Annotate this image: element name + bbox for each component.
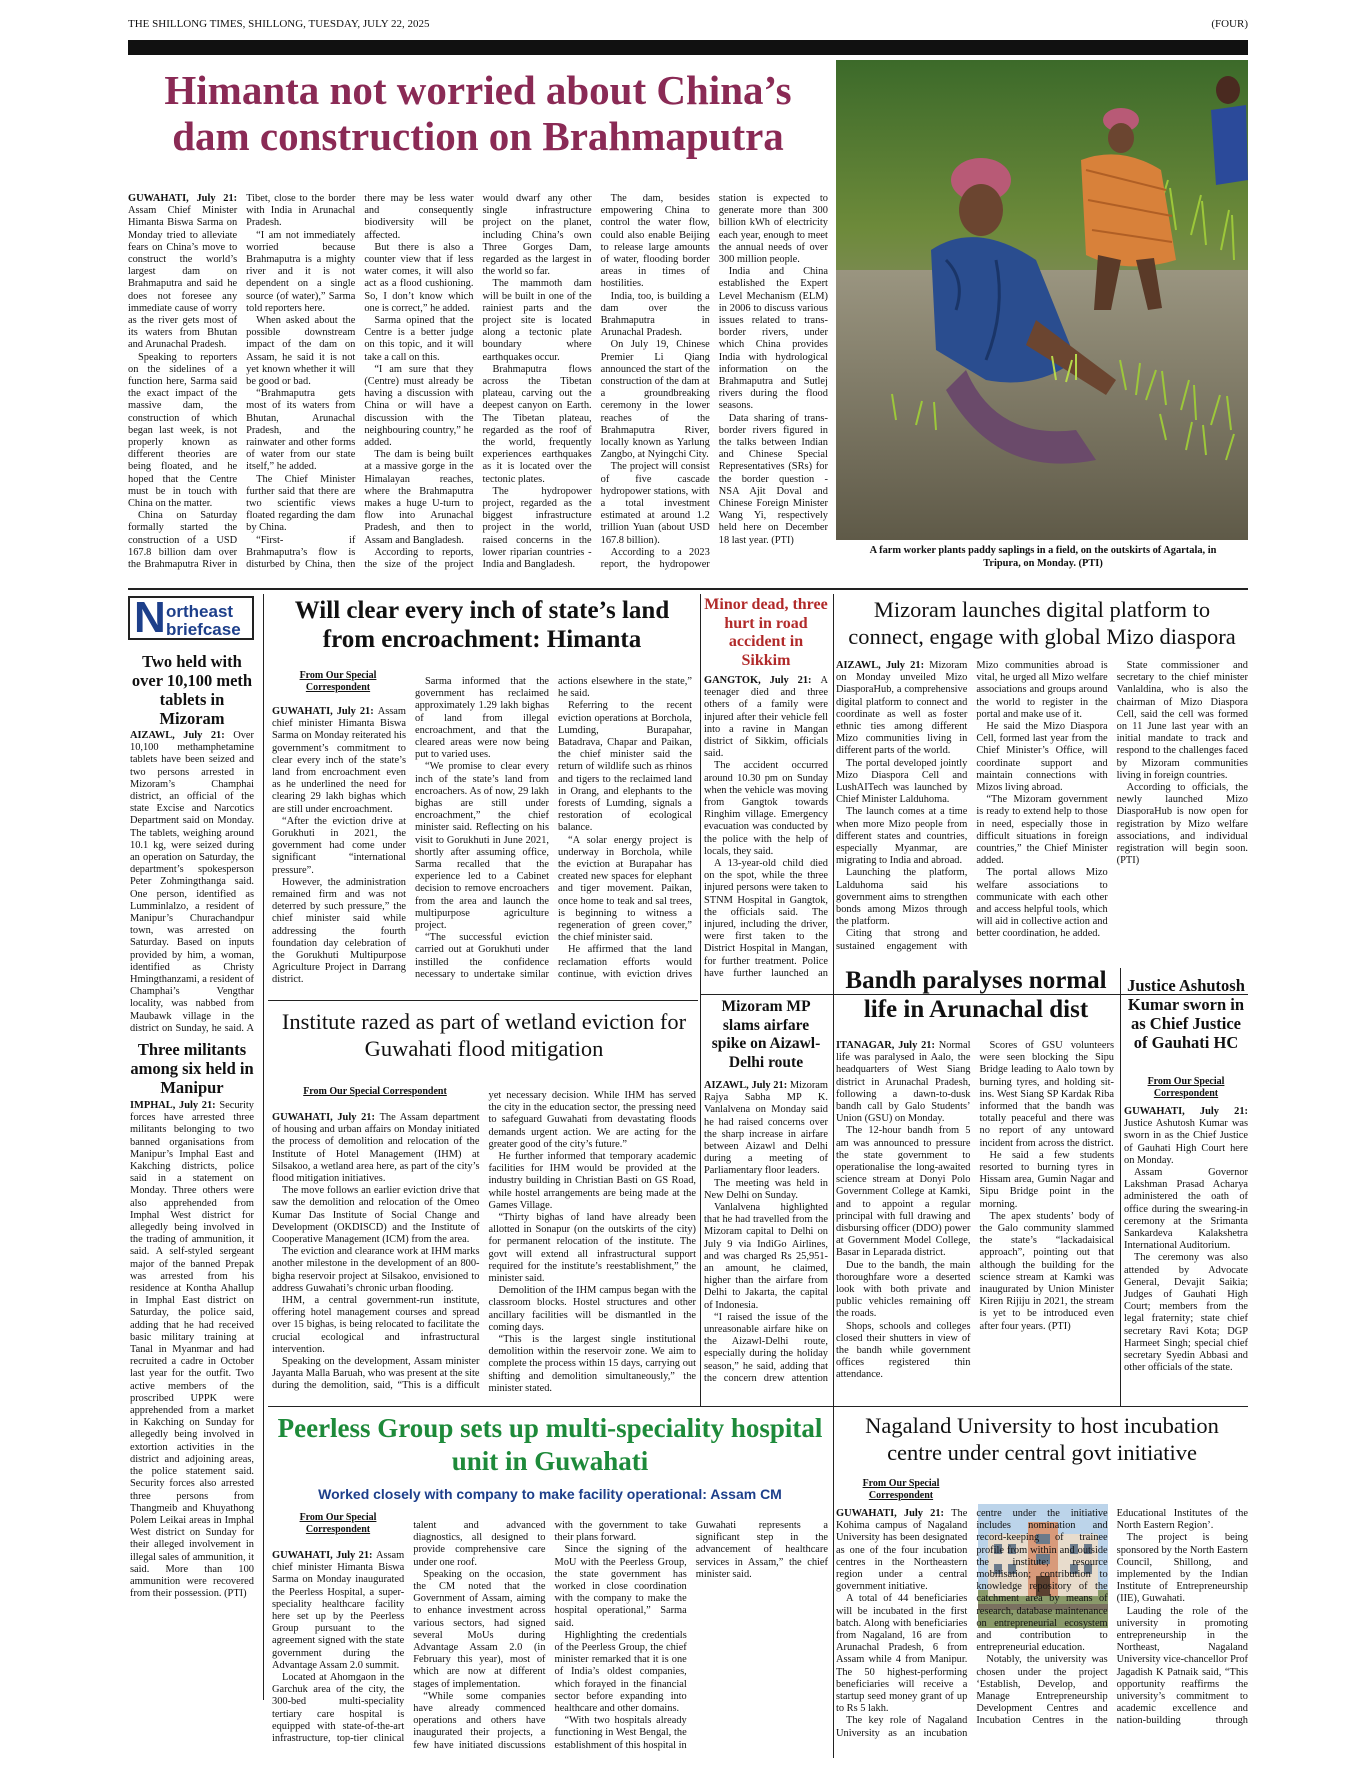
byline-spacer (272, 1520, 404, 1550)
byline-line2: Correspondent (868, 1490, 934, 1501)
meth-body (130, 730, 254, 1038)
divider (268, 1406, 834, 1407)
lead-photo (836, 60, 1248, 540)
article-paragraph: The project will consist of five cascade hydropower stations, with a total investment estimated at around 1.2 trillion Yuan (about USD 167.8 billion). (600, 461, 710, 546)
article-paragraph: AIZAWL, July 21: Mizoram on Monday unveiled Mizo DiasporaHub, a comprehensive digital platform to connect and coordinate as well as foster ethnic ties among different Mizo communities living in different parts of the world. (836, 660, 968, 757)
dateline: AIZAWL, July 21: (836, 660, 930, 671)
article-paragraph: “The successful eviction carried out at Gorukhuti under instilled the confidence necessary to undertake similar actions elsewhere in the state,” he said. (415, 676, 692, 980)
byline-line1: From Our Special (299, 1512, 377, 1523)
byline-line1: From Our Special (862, 1478, 940, 1489)
article-paragraph: “I am not immediately worried because Brahmaputra is a mighty river and it is not dependent on a single source (of water),” Sarma told reporters here. (246, 229, 356, 314)
paddy-field-photo (836, 60, 1248, 540)
article-paragraph: According to officials, the newly launched Mizo DiasporaHub is now open for registration by Mizo welfare associations, and individual registration will begin soon. (PTI) (1116, 782, 1248, 867)
article-paragraph: The portal allows Mizo welfare associations to communicate with each other and access helpful tools, which will aid in collective action and better coordination, he added. (976, 867, 1108, 940)
peerless-body (272, 1520, 828, 1752)
manipur-body (130, 1100, 254, 1692)
dateline: AIZAWL, July 21: (130, 730, 234, 741)
article-paragraph: GUWAHATI, July 21: The Assam department of housing and urban affairs on Monday initiated the process of demolition and relocation of the Institute of Hotel Management (IHM) at Silsakoo, a wetland area here, as part of the city’s flood mitigation initiatives. (272, 1112, 480, 1185)
mizoram-headline: Mizoram launches digital platform to connect, engage with global Mizo diaspora (848, 597, 1236, 649)
divider (1120, 968, 1121, 1406)
article-paragraph: “First- if Brahmaputra’s flow is disturbed by China, then there may be less water and consequently biodiversity will be affected. (246, 193, 474, 571)
article-paragraph: Data sharing of trans-border rivers figured in the talks between Indian and Chinese Special Representatives (SRs) for the border question - NSA Ajit Doval and Chinese Foreign Minister Wang Yi, respectively held here on December 18 last year. (PTI) (718, 412, 828, 546)
dateline: GUWAHATI, July 21: (836, 1508, 952, 1519)
article-paragraph: Brahmaputra flows across the Tibetan plateau, carving out the deepest canyon on Earth. The Tibetan plateau, regarded as the roof of the world, frequently experiences earthquakes as it is located over the tectonic plates. (482, 363, 592, 485)
article-paragraph: Sarma informed that the government has reclaimed approximately 1.29 lakh bighas of land from illegal encroachment, and that the cleared areas were now being put to varied uses. (415, 676, 549, 761)
nagaland-byline (836, 1478, 966, 1502)
article-paragraph: He affirmed that the land reclamation efforts would continue, with eviction drives (558, 944, 692, 980)
article-paragraph: “I am sure that they (Centre) must already be having a discussion with China or will have a discussion with the neighbouring country,” he added. (364, 363, 474, 449)
article-paragraph: Highlighting the credentials of the Peerless Group, the chief minister remarked that it is one of India’s oldest companies, which forayed in the financial sector before expanding into healthcare and other domains. (554, 1629, 687, 1715)
divider (833, 594, 834, 994)
article-paragraph: The eviction and clearance work at IHM marks another milestone in the development of an 800-bigha reservoir project at Silsakoo, envisioned to address Guwahati’s chronic urban flooding. (272, 1246, 480, 1294)
article-paragraph: Due to the bandh, the main thoroughfare wore a deserted look with both private and public vehicles remaining off the roads. (836, 1259, 971, 1320)
bandh-body (836, 1040, 1114, 1402)
article-paragraph: Notably, the university was chosen under the project ‘Establish, Develop, and Manage Entrepreneurship Development Centres and Incubation Centres in the Educational Institutes of the North Eastern Region’. (976, 1508, 1248, 1727)
article-paragraph: He further informed that temporary academic facilities for IHM would be provided at the industry building in Christian Basti on GS Road, while hostel arrangements are being made at the Games Village. (488, 1151, 696, 1211)
article-paragraph: ITANAGAR, July 21: Normal life was paralysed in Aalo, the headquarters of West Siang district in Arunachal Pradesh, following a dawn-to-dusk bandh call by Galo Students’ Union (GSU) on Monday. (836, 1040, 971, 1125)
byline-spacer (272, 676, 406, 706)
lead-photo-caption: A farm worker plants paddy saplings in a field, on the outskirts of Agartala, in Tripura, on Monday. (PTI) (869, 545, 1217, 569)
article-paragraph: GUWAHATI, July 21: The Kohima campus of Nagaland University has been designated as one of the four incubation centres in the Northeastern region under a central government initiative. (836, 1508, 968, 1593)
sikkim-body (704, 675, 828, 993)
article-paragraph: Lauding the role of the university in promoting entrepreneurship in the Northeast, Nagaland University vice-chancellor Prof Jagadish K Patnaik said, “This opportunity reaffirms the university’s commitment to academic excellence and nation-building through (1116, 1605, 1248, 1727)
article-paragraph: Since the signing of the MoU with the Peerless Group, the state government has worked in close coordination with the company to make the hospital operational,” Sarma said. (554, 1544, 687, 1629)
article-paragraph: AIZAWL, July 21: Over 10,100 methamphetamine tablets have been seized and two persons arrested in Mizoram’s Champhai district, an official of the state Excise and Narcotics Department said on Monday. The tablets, weighing around 10.1 kg, were seized during an operation on Saturday, the department’s spokesperson Peter Zohmingthanga said. One person, identified as Lumminlalzo, a resident of Manipur’s Churachandpur town, was arrested on Saturday. Based on inputs provided by him, a woman, identified as Christy Hmingthanzami, a resident of Champhai’s Vengthar locality, was nabbed from Maubawk village in the district on Sunday, he said. A (130, 730, 254, 1034)
article-paragraph: Speaking on the occasion, the CM noted that the Government of Assam, aiming to enhance investment across various sectors, had signed several MoUs during Advantage Assam 2.0 (in February this year), most of which are now at different stages of implementation. (413, 1568, 546, 1690)
article-paragraph: The dam, besides empowering China to control the water flow, could also enable Beijing to release large amounts of water, flooding border areas in times of hostilities. (600, 193, 710, 290)
divider (700, 994, 701, 1406)
peerless-headline: Peerless Group sets up multi-speciality hospital unit in Guwahati (277, 1413, 823, 1476)
encroach-headline: Will clear every inch of state’s land from encroachment: Himanta (294, 597, 670, 653)
article-paragraph: The portal developed jointly Mizo Diaspora Cell and LushAITech was launched by Chief Minister Lalduhoma. (836, 757, 968, 806)
article-paragraph: A total of 44 beneficiaries will be incubated in the first batch. Along with beneficiaries from Nagaland, 16 are from Arunachal Pradesh, 6 from Assam while 4 from Manipur. The 50 highest-performing beneficiaries will receive a startup seed money grant of up to Rs 5 lakh. (836, 1593, 968, 1715)
article-paragraph: Located at Ahomgaon in the Garchuk area of the city, the 300-bed multi-speciality tertiary care hospital is equipped with state-of-the-art infrastructure, top-tier clinical talent and advanced diagnostics, all designed to provide comprehensive care under one roof. (272, 1520, 546, 1745)
dateline: GUWAHATI, July 21: (272, 1112, 380, 1123)
article-paragraph: The key role of Nagaland University as an incubation centre under the initiative includes nomination and record-keeping of trainee profile from within and outside the institute; resource mobilisation; contribution to knowledge repository of the catchment area by means of research, database maintenance on entrepreneurial ecosystem and contribution to entrepreneurial education. (836, 1508, 1108, 1739)
briefcase-logo-line1: ortheast (166, 602, 234, 621)
article-paragraph: The accident occurred around 10.30 pm on Sunday when the vehicle was moving from Gangtok towards Ringhim village. Emergency evacuation was conducted by the police with the help of locals, they said. (704, 760, 828, 857)
article-paragraph: The mammoth dam will be built in one of the rainiest parts and the project site is located along a tectonic plate boundary where earthquakes occur. (482, 278, 592, 363)
lead-headline: Himanta not worried about China’s dam construction on Brahmaputra (164, 67, 792, 159)
article-paragraph: He said a few students resorted to burning tyres in Hissam area, Gumin Nagar and Sipu Bridge point in the morning. (979, 1149, 1114, 1210)
article-paragraph: Assam Governor Lakshman Prasad Acharya administered the oath of office during the swearing-in ceremony at the Srimanta Sankardeva Kalakshetra International Auditorium. (1124, 1167, 1248, 1252)
byline-line1: From Our Special (1147, 1076, 1225, 1087)
article-paragraph: The 12-hour bandh from 5 am was announced to pressure the state government to operationalise the long-awaited science stream at Donyi Polo Government College at Kamki, and to appoint a regular principal with full drawing and disbursing officer (DDO) power at Government Model College, Basar in Leparada district. (836, 1125, 971, 1259)
divider (268, 1000, 698, 1001)
wetland-headline: Institute razed as part of wetland eviction for Guwahati flood mitigation (281, 1009, 687, 1061)
article-paragraph: “With two hospitals already functioning in West Bengal, the establishment of this hospital in Guwahati represents a significant step in the advancement of healthcare services in Assam,” the chief minister said. (554, 1520, 828, 1751)
article-paragraph: GUWAHATI, July 21: Assam chief minister Himanta Biswa Sarma on Monday reiterated his government’s commitment to clear every inch of the state’s land from encroachment even as he underlined the need for clearing 29 lakh bighas which are still under encroachment. (272, 706, 406, 815)
divider (833, 1406, 834, 1758)
article-paragraph: On July 19, Chinese Premier Li Qiang announced the start of the construction of the dam at a groundbreaking ceremony in the lower reaches of the Brahmaputra River, locally known as Yarlung Zangbo, at Nyingchi City. (600, 339, 710, 461)
byline-line2: Correspondent (305, 1524, 371, 1535)
justice-body (1124, 1106, 1248, 1402)
article-paragraph: “This is the largest single institutional demolition within the reservoir zone. We aim to complete the process within 15 days, carrying out shifting and demolition simultaneously,” the minister stated. (488, 1334, 696, 1394)
article-paragraph: “I raised the issue of the unreasonable airfare hike on the Aizawl-Delhi route, especially during the holiday season,” he said, adding that the concern drew attention (704, 1311, 828, 1384)
divider (833, 994, 834, 1406)
article-paragraph: Scores of GSU volunteers were seen blocking the Sipu Bridge leading to Aalo town by burning tyres, and holding sit-ins. West Siang SP Kardak Riba informed that the bandh was totally peaceful and there was no report of any untoward incident from across the district. (979, 1040, 1114, 1149)
article-paragraph: India, too, is building a dam over the Brahmaputra in Arunachal Pradesh. (600, 290, 710, 339)
wetland-byline: From Our Special Correspondent (303, 1086, 447, 1097)
masthead-bar (128, 40, 1248, 55)
divider (263, 594, 264, 1700)
article-paragraph: However, the administration remained firm and was not deterred by such pressure,” the chief minister said while addressing the fourth foundation day celebration of the Gorukhuti Multipurpose Agriculture Project in Darrang district. (272, 876, 406, 986)
article-paragraph: When asked about the possible downstream impact of the dam on Assam, he said it is not yet known whether it will be good or bad. (246, 315, 356, 388)
article-paragraph: Shops, schools and colleges closed their shutters in view of the bandh while government offices registered thin attendance. (836, 1320, 971, 1381)
article-paragraph: GANGTOK, July 21: A teenager died and three others of a family were injured after their vehicle fell into a ravine in Mangan district of Sikkim, officials said. (704, 675, 828, 760)
dateline: AIZAWL, July 21: (704, 1080, 790, 1091)
manipur-headline: Three militants among six held in Manipur (130, 1040, 254, 1097)
article-paragraph: Demolition of the IHM campus began with the classroom blocks. Hostel structures and other ancillary facilities will be dismantled in the coming days. (488, 1285, 696, 1333)
bandh-headline: Bandh paralyses normal life in Arunachal dist (845, 967, 1107, 1023)
article-paragraph: “We promise to clear every inch of the state’s land from encroachers. As of now, 29 lakh bighas are still under encroachment,” the chief minister said. Reflecting on his visit to Gorukhuti in June 2021, shortly after assuming office, Sarma recalled that the experience led to a Cabinet decision to remove encroachers from the area and launch the multipurpose agriculture project. (415, 761, 549, 932)
briefcase-logo-letter: N (134, 593, 166, 642)
sikkim-headline: Minor dead, three hurt in road accident in Sikkim (704, 596, 828, 669)
article-paragraph: Sarma opined that the Centre is a better judge on this topic, and it will take a call on this. (364, 315, 474, 363)
article-paragraph: GUWAHATI, July 21: Assam chief minister Himanta Biswa Sarma on Monday inaugurated the Peerless Hospital, a super-speciality healthcare facility here set up by the Peerless Group pursuant to the agreement signed with the state government during the Advantage Assam 2.0 summit. (272, 1550, 405, 1671)
page-number: (FOUR) (1211, 18, 1248, 30)
article-paragraph: The ceremony was also attended by Advocate General, Devajit Saikia; Judges of Gauhati High Court; members from the legal fraternity; state chief secretary Ravi Kota; DGP Harmeet Singh; special chief secretary Syedin Abbasi and other officials of the state. (1124, 1252, 1248, 1374)
article-paragraph: The hydropower project, regarded as the biggest infrastructure project in the world, raised concerns in the lower riparian countries - India and Bangladesh. (482, 485, 592, 571)
article-paragraph: The meeting was held in New Delhi on Sunday. (704, 1177, 828, 1201)
article-paragraph: Vanlalvena highlighted that he had travelled from the Mizoram capital to Delhi on July 9 via IndiGo Airlines, and was charged Rs 25,951- an amount, he claimed, higher than the airfare from Delhi to Jakarta, the capital of Indonesia. (704, 1202, 828, 1311)
article-paragraph: The dam is being built at a massive gorge in the Himalayan reaches, where the Brahmaputra makes a huge U-turn to flow into Arunachal Pradesh, and then to Assam and Bangladesh. (364, 449, 474, 546)
article-paragraph: “A solar energy project is underway in Borchola, while the eviction at Burapahar has created new spaces for elephant and tiger movement. Paikan, once home to teak and sal trees, is beginning to witness a regeneration of green cover,” the chief minister said. (558, 834, 692, 944)
article-paragraph: “Thirty bighas of land have already been allotted in Sonapur (on the outskirts of the city) for permanent relocation of the institute. The govt will extend all infrastructural support required for the institute’s reestablishment,” the minister said. (488, 1212, 696, 1285)
nagaland-body (836, 1508, 1248, 1752)
mizoram-body (836, 660, 1248, 960)
masthead-date: THE SHILLONG TIMES, SHILLONG, TUESDAY, JULY 22, 2025 (128, 18, 430, 30)
article-paragraph: According to reports, the size of the project would dwarf any other single infrastructure project on the planet, including China’s own Three Gorges Dam, regarded as the largest in the world so far. (364, 193, 592, 571)
article-paragraph: The launch comes at a time when more Mizo people from different states and countries, especially Myanmar, are migrating to India and abroad. (836, 806, 968, 867)
article-paragraph: A 13-year-old child died on the spot, while the three injured persons were taken to STNM Hospital in Gangtok, the officials said. The injured, including the driver, were first taken to the District Hospital in Mangan, for further treatment. Police have further launched an (704, 858, 828, 979)
article-paragraph: The project is being sponsored by the North Eastern Council, Shillong, and implemented by the Indian Institute of Entrepreneurship (IIE), Guwahati. (1116, 1532, 1248, 1605)
article-paragraph: GUWAHATI, July 21: Justice Ashutosh Kumar was sworn in as the Chief Justice of Gauhati High Court here on Monday. (1124, 1106, 1248, 1166)
divider (834, 1406, 1248, 1407)
article-paragraph: Speaking to reporters on the sidelines of a function here, Sarma said the exact impact of the massive dam, the construction of which began last week, is not properly known as different theories are being floated, and he hoped that the Centre must be in touch with China on the matter. (128, 351, 238, 510)
article-paragraph: “Brahmaputra gets most of its waters from Bhutan, Arunachal Pradesh, and the rainwater and other forms of water from our state itself,” he added. (246, 388, 356, 473)
justice-byline (1124, 1076, 1248, 1100)
airfare-headline: Mizoram MP slams airfare spike on Aizawl-Delhi route (711, 998, 821, 1071)
dateline: GANGTOK, July 21: (704, 675, 821, 686)
article-paragraph: Referring to the recent eviction operations at Borchola, Lumding, Burapahar, Batadrava, Chapar and Paikan, the chief minister said the return of wildlife such as rhinos and tigers to the reclaimed land in Orang, and elephants to the forests of Lumding, signals a restoration of ecological balance. (558, 700, 692, 834)
byline-spacer (272, 1090, 480, 1112)
briefcase-logo (128, 593, 254, 642)
article-paragraph: He said the Mizo Diaspora Cell, formed last year from the Chief Minister’s Office, will coordinate support and maintain connections with Mizos living abroad. (976, 721, 1108, 794)
dateline: GUWAHATI, July 21: (272, 706, 378, 717)
briefcase-logo-line2: briefcase (166, 620, 241, 639)
article-paragraph: State commissioner and secretary to the chief minister Vanlaldina, who is also the chairman of Mizo Diaspora Cell, said the cell was formed on 11 June last year with an initial mandate to track and respond to the challenges faced by Mizoram communities living in foreign countries. (1116, 660, 1248, 781)
article-paragraph: According to a 2023 report, the hydropower station is expected to generate more than 300 billion kWh of electricity each year, enough to meet the annual needs of over 300 million people. (600, 193, 828, 571)
article-paragraph: IMPHAL, July 21: Security forces have arrested three militants belonging to two banned organisations from Manipur’s Imphal East and Kakching districts, police said in a statement on Monday. Three others were also apprehended from Imphal West district for allegedly being involved in the trading of ammunition, it said. A self-styled sergeant major of the banned Prepak was arrested from his residence at Kontha Ahallup in Imphal East district on Saturday, the police said, adding that he had received basic military training at Tanal in Myanmar and had recruited a cadre in October last year for the outfit. Two active members of the proscribed UPPK were apprehended from a market in Kakching on Sunday for allegedly being involved in extortion activities in the district and adjoining areas, the police statement said. Security forces also arrested three persons from Thangmeib and Khuyathong Polem Leikai areas in Imphal West district on Sunday for their alleged involvement in illegal sales of ammunition, it said. More than 100 ammunition were recovered from their possession. (PTI) (130, 1100, 254, 1600)
encroach-body (272, 676, 692, 994)
dateline: GUWAHATI, July 21: (1124, 1106, 1248, 1117)
peerless-subhead: Worked closely with company to make facility operational: Assam CM (318, 1486, 782, 1502)
dateline: GUWAHATI, July 21: (272, 1550, 376, 1561)
article-paragraph: Speaking on the development, Assam minister Jayanta Malla Baruah, who was present at the site during the demolition, said, “This is a difficult yet necessary decision. While IHM has served the city in the education sector, the pressing need to safeguard Guwahati from devastating floods demands urgent action. We are acting for the greater good of the city’s future.” (272, 1090, 696, 1392)
nagaland-headline: Nagaland University to host incubation centre under central govt initiative (865, 1413, 1219, 1465)
divider (700, 594, 701, 994)
meth-headline: Two held with over 10,100 meth tablets in Mizoram (131, 652, 253, 728)
article-paragraph: India and China established the Expert Level Mechanism (ELM) in 2006 to discuss various issues related to trans-border rivers, under which China provides India with hydrological information on the Brahmaputra and Sutlej rivers during the flood seasons. (718, 266, 828, 412)
article-paragraph: The move follows an earlier eviction drive that saw the demolition and relocation of the Omeo Kumar Das Institute of Social Change and Development (OKDISCD) and the Institute of Cooperative Management (ICM) from the area. (272, 1185, 480, 1246)
byline-line2: Correspondent (1153, 1088, 1219, 1099)
justice-headline: Justice Ashutosh Kumar sworn in as Chief Justice of Gauhati HC (1127, 976, 1245, 1052)
dateline: IMPHAL, July 21: (130, 1100, 220, 1111)
article-paragraph: The apex students’ body of the Galo community slammed the state’s “lackadaisical approach”, pointing out that although the building for the science stream at Kamki was inaugurated by Union Minister Kiren Rijiju in 2021, the stream is yet to be introduced even after four years. (PTI) (979, 1210, 1114, 1332)
lead-body (128, 193, 828, 576)
dateline: ITANAGAR, July 21: (836, 1040, 939, 1051)
article-paragraph: GUWAHATI, July 21: Assam Chief Minister Himanta Biswa Sarma on Monday tried to alleviate fears on China’s move to construct the world’s largest dam on Brahmaputra and said he does not foresee any immediate cause of worry as the river gets most of its waters from Bhutan and Arunachal Pradesh. (128, 193, 238, 351)
divider (128, 588, 1248, 590)
article-paragraph: But there is also a counter view that if less water comes, it will also act as a flood cushioning. So, I don’t know which one is correct,” he added. (364, 241, 474, 314)
article-paragraph: “While some companies have already commenced operations and others have inaugurated their projects, a few have initiated discussions with the government to take their plans forward. (413, 1520, 687, 1751)
masthead (128, 16, 1248, 36)
wetland-body (272, 1090, 696, 1402)
byline-line2: Correspondent (305, 682, 371, 693)
article-paragraph: IHM, a central government-run institute, offering hotel management courses and spread over 15 bighas, is being relocated to facilitate the crucial ecological and infrastructural intervention. (272, 1295, 480, 1355)
article-paragraph: China on Saturday formally started the construction of a USD 167.8 billion dam over the Brahmaputra River in Tibet, close to the border with India in Arunachal Pradesh. (128, 193, 356, 571)
article-paragraph: Launching the platform, Lalduhoma said his government aims to strengthen bonds among Mizos through the platform. (836, 867, 968, 928)
article-paragraph: “The Mizoram government is ready to extend help to those in need, especially those in difficult situations in foreign countries,” the Chief Minister added. (976, 794, 1108, 867)
byline-line1: From Our Special (299, 670, 377, 681)
article-paragraph: The Chief Minister further said that there are two scientific views floated regarding the dam by China. (246, 473, 356, 534)
dateline: GUWAHATI, July 21: (128, 193, 238, 204)
article-paragraph: “After the eviction drive at Gorukhuti in 2021, the government had come under significant “international pressure”. (272, 815, 406, 876)
airfare-body (704, 1080, 828, 1400)
article-paragraph: Citing that strong and sustained engagement with Mizo communities abroad is vital, he urged all Mizo welfare associations and groups around the world to register in the portal and make use of it. (836, 660, 1108, 952)
article-paragraph: AIZAWL, July 21: Mizoram Rajya Sabha MP K. Vanlalvena on Monday said he had raised concerns over the sharp increase in airfare between Aizawl and Delhi during a meeting of Parliamentary floor leaders. (704, 1080, 828, 1177)
